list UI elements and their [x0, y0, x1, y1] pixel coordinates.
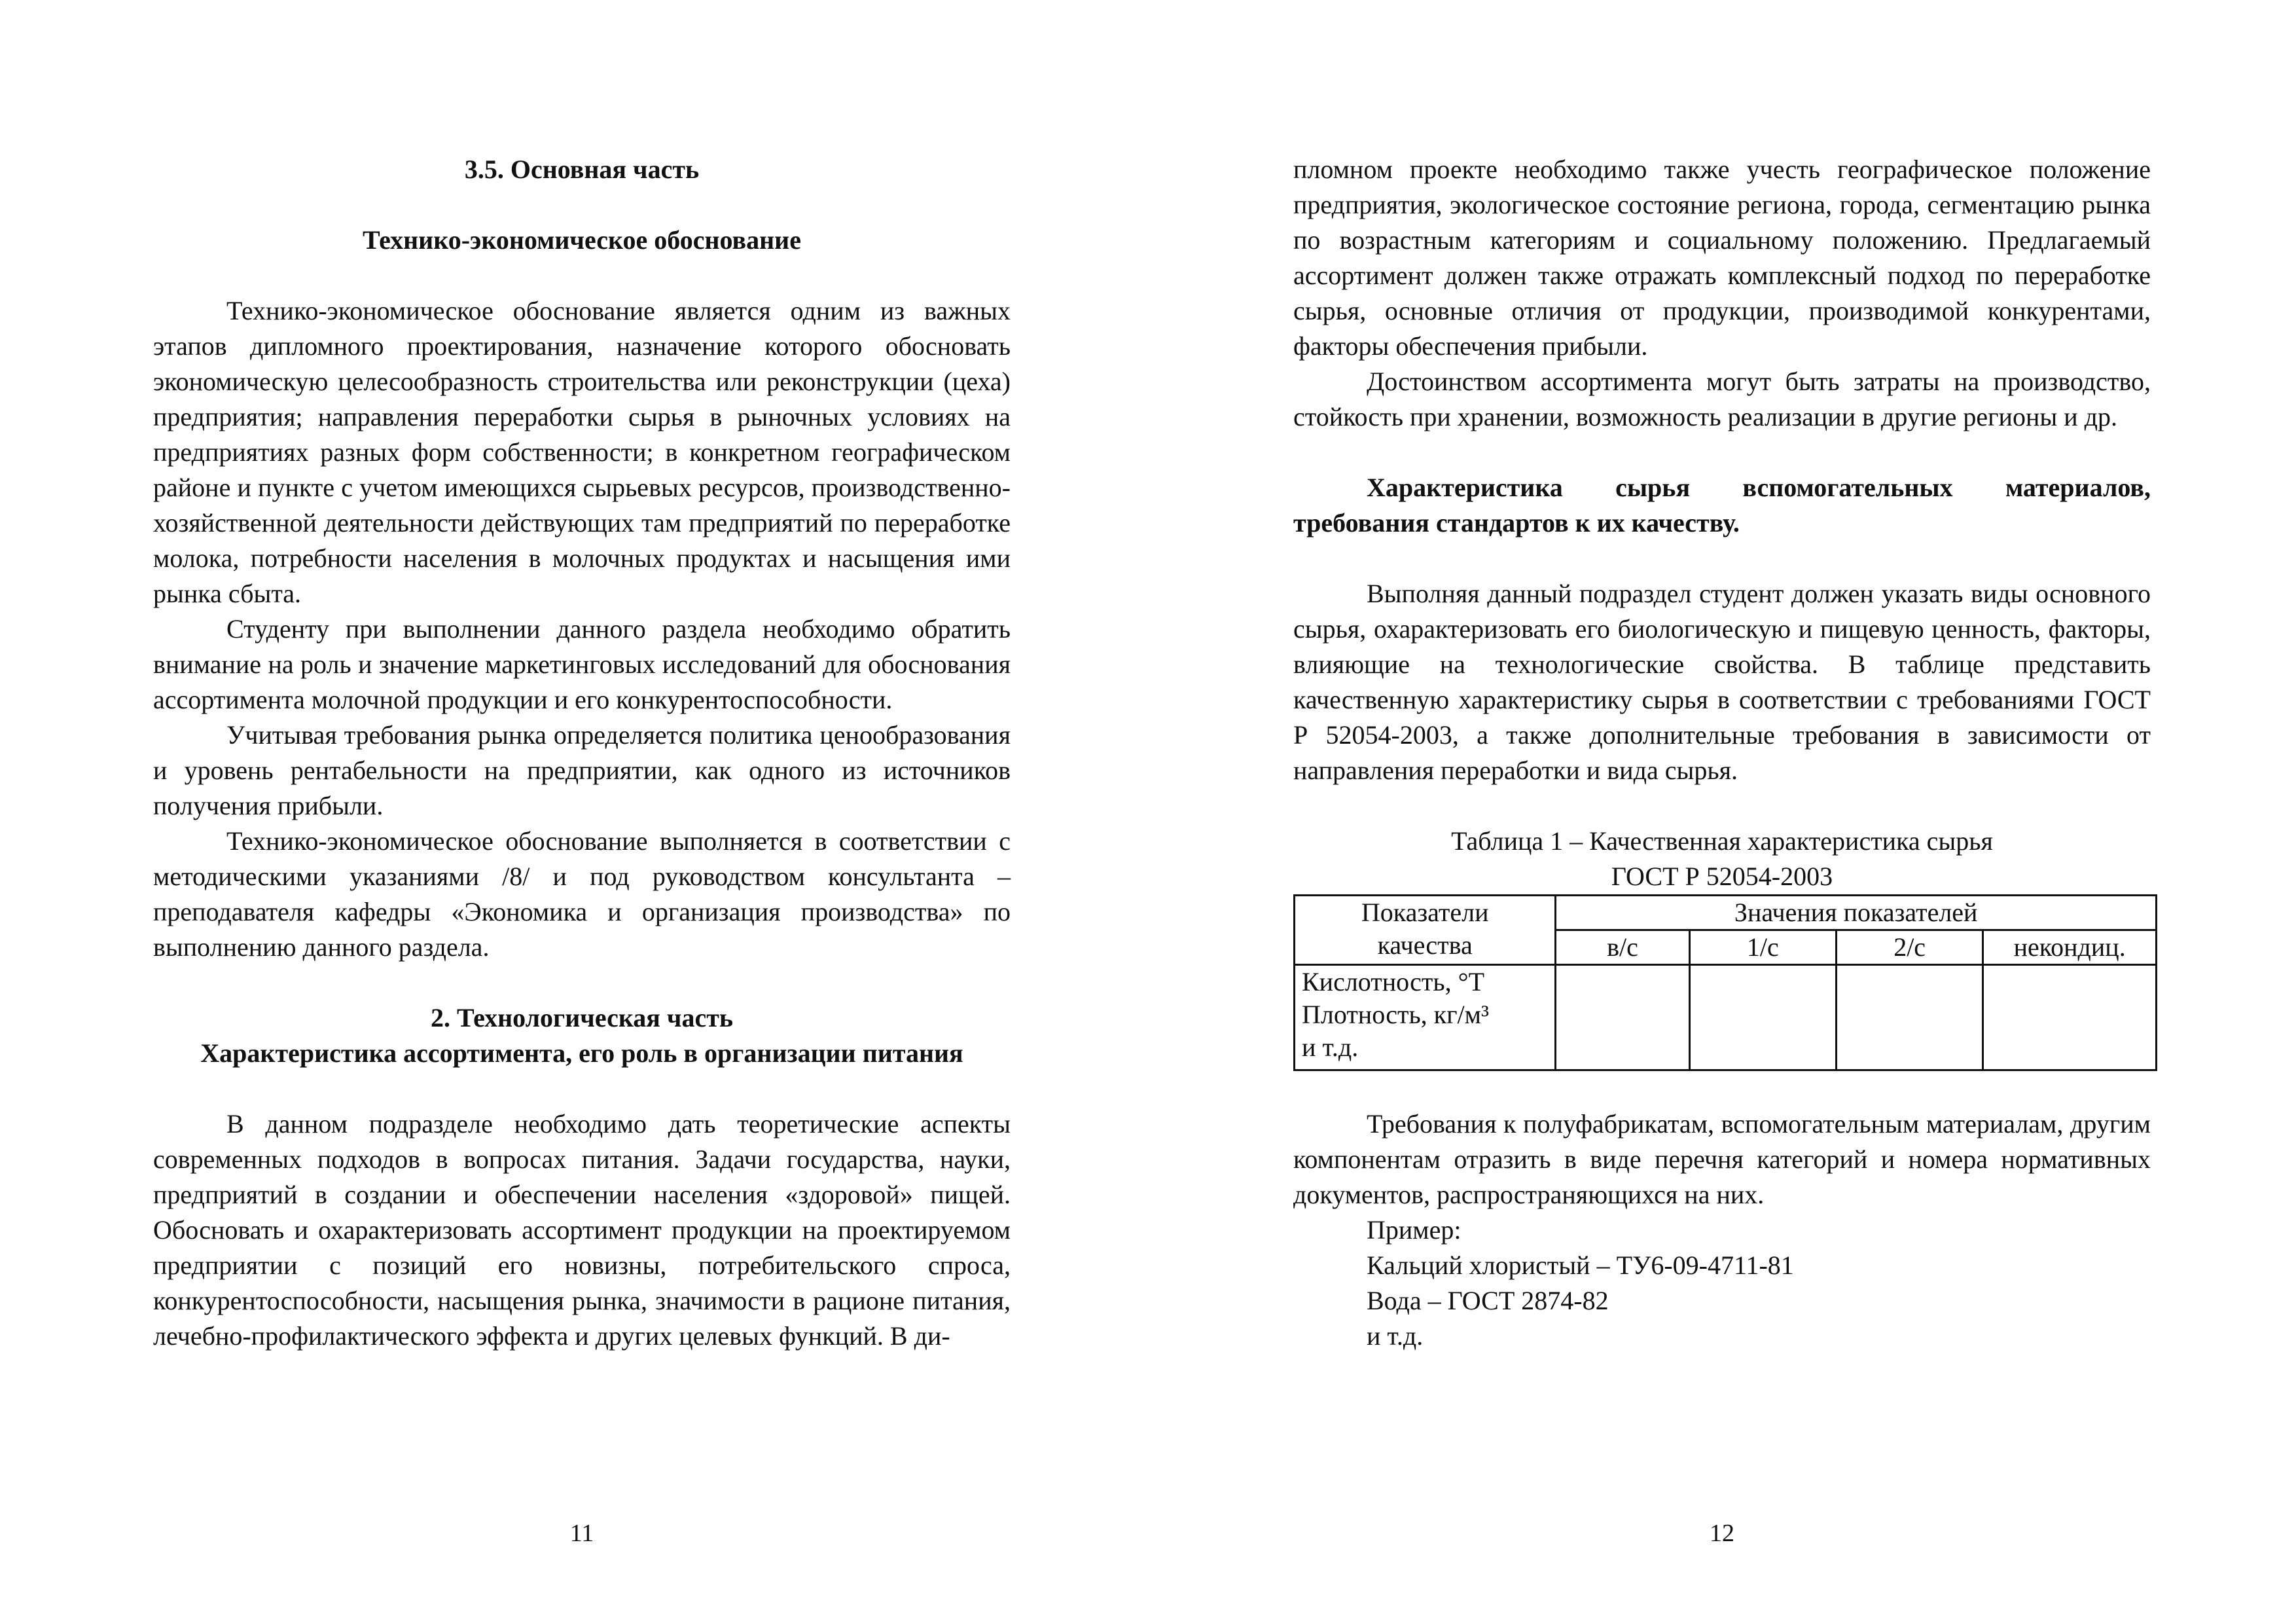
semi-products-paragraph: Требования к полуфабрикатам, вспомогательным материалам, другим компонентам отразить в виде перечня категорий и номера нормативных документов, распространяющихся на них.: [1293, 1109, 2151, 1209]
page-number-right: 12: [1710, 1520, 1734, 1547]
col-header-2s: 2/с: [1837, 930, 1983, 965]
table-caption-standard: ГОСТ Р 52054-2003: [1611, 862, 1833, 891]
row-acidity: Кислотность, °Т: [1302, 967, 1485, 996]
row-etc: и т.д.: [1302, 1032, 1359, 1062]
assortment-advantage-paragraph: Достоинством ассортимента могут быть затраты на производство, стойкость при хранении, возможность реализации в другие регионы и др.: [1293, 367, 2151, 431]
feasibility-paragraph-1: Технико-экономическое обоснование является одним из важных этапов дипломного проектирования, назначение которого обосновать экономическую целесообразность строительства или реконструкции (цеха) предприятия; направления переработки сырья в рыночных условиях на предприятиях разных форм собственности; в конкретном географическом районе и пункте с учетом имеющихся сырьевых ресурсов, производственно-хозяйственной деятельности действующих там предприятий по переработке молока, потребности населения в молочных продуктах и насыщения ими рынка сбыта.: [153, 296, 1011, 608]
continuation-paragraph: пломном проекте необходимо также учесть географическое положение предприятия, экологическое состояние региона, города, сегментацию рынка по возрастным категориям и социальному положению. Предлагаемый ассортимент должен также отражать комплексный подход по переработке сырья, основные отличия от продукции, производимой конкурентами, факторы обеспечения прибыли.: [1293, 155, 2151, 361]
header-indicators-line2: качества: [1377, 930, 1473, 960]
example-line-2: Вода – ГОСТ 2874-82: [1367, 1286, 1609, 1315]
col-header-vs: в/с: [1556, 930, 1689, 965]
raw-materials-heading: Характеристика сырья вспомогательных материалов, требования стандартов к их качеству.: [1293, 473, 2151, 538]
left-page: [153, 0, 1011, 1623]
assortment-paragraph: В данном подразделе необходимо дать теоретические аспекты современных подходов в вопросах питания. Задачи государства, науки, предприятий в создании и обеспечении населения «здоровой» пищей. Обосновать и охарактеризовать ассортимент продукции на проектируемом предприятии с позиций его новизны, потребительского спроса, конкурентоспособности, насыщения рынка, значимости в рационе питания, лечебно-профилактического эффекта и других целевых функций. В ди-: [153, 1109, 1011, 1351]
header-values: Значения показателей: [1556, 896, 2157, 930]
row-labels-cell: [1295, 965, 1556, 1070]
header-indicators-line1: Показатели: [1361, 898, 1489, 927]
row-density: Плотность, кг/м³: [1302, 1000, 1489, 1029]
table-caption-title: Таблица 1 – Качественная характеристика сырья: [1451, 826, 1993, 856]
raw-materials-paragraph: Выполняя данный подраздел студент должен указать виды основного сырья, охарактеризовать его биологическую и пищевую ценность, факторы, влияющие на технологические свойства. В таблице представить качественную характеристику сырья в соответствии с требованиями ГОСТ Р 52054-2003, а также дополнительные требования в зависимости от направления переработки и вида сырья.: [1293, 579, 2151, 785]
example-line-3: и т.д.: [1367, 1321, 1424, 1351]
example-line-1: Кальций хлористый – ТУ6-09-4711-81: [1367, 1250, 1794, 1280]
tech-part-heading: 2. Технологическая часть: [430, 1003, 734, 1032]
page-number-left: 11: [569, 1520, 594, 1547]
value-cell-2s: [1837, 965, 1983, 1070]
assortment-heading: Характеристика ассортимента, его роль в организации питания: [200, 1038, 963, 1068]
value-cell-1s: [1689, 965, 1836, 1070]
section-heading: 3.5. Основная часть: [464, 155, 700, 184]
feasibility-paragraph-3: Учитывая требования рынка определяется политика ценообразования и уровень рентабельности на предприятии, как одного из источников получения прибыли.: [153, 720, 1011, 820]
value-cell-vs: [1556, 965, 1689, 1070]
header-indicators: [1295, 896, 1556, 965]
value-cell-nekond: [1983, 965, 2157, 1070]
feasibility-paragraph-2: Студенту при выполнении данного раздела необходимо обратить внимание на роль и значение маркетинговых исследований для обоснования ассортимента молочной продукции и его конкурентоспособности.: [153, 614, 1011, 714]
quality-table: [1293, 894, 2157, 1071]
col-header-1s: 1/с: [1689, 930, 1836, 965]
feasibility-paragraph-4: Технико-экономическое обоснование выполняется в соответствии с методическими указаниями /8/ и под руководством консультанта – преподавателя кафедры «Экономика и организация производства» по выполнению данного раздела.: [153, 826, 1011, 962]
right-page: [1293, 0, 2151, 1623]
example-label: Пример:: [1367, 1215, 1462, 1245]
col-header-nekond: некондиц.: [1983, 930, 2157, 965]
feasibility-heading: Технико-экономическое обоснование: [363, 225, 801, 255]
